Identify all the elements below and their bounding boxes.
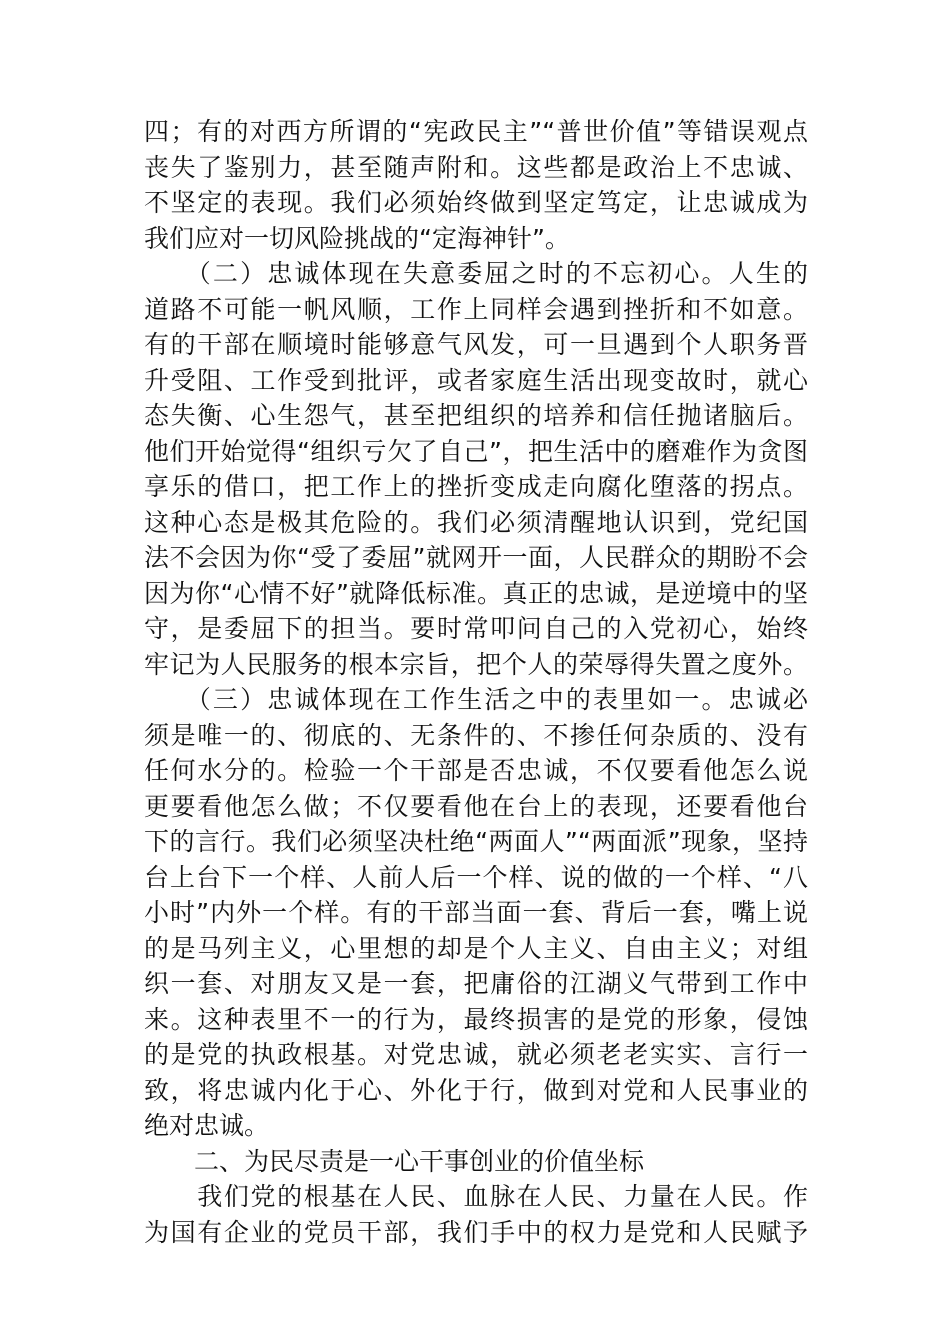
text-line: 来。这种表里不一的行为，最终损害的是党的形象，侵蚀 [144,1004,808,1034]
text-line: 我们党的根基在人民、血脉在人民、力量在人民。作 [144,1182,808,1211]
text-line: 升受阻、工作受到批评，或者家庭生活出现变故时，就心 [144,365,808,395]
text-line: 绝对忠诚。 [144,1111,270,1140]
text-line: 守，是委屈下的担当。要时常叩问自己的入党初心，始终 [144,614,808,643]
text-line: 有的干部在顺境时能够意气风发，可一旦遇到个人职务晋 [144,330,808,359]
text-line: 的是马列主义，心里想的却是个人主义、自由主义；对组 [144,933,808,963]
text-line: 态失衡、心生怨气，甚至把组织的培养和信任抛诸脑后。 [144,401,808,430]
text-line: 这种心态是极其危险的。我们必须清醒地认识到，党纪国 [144,507,808,537]
text-line: 更要看他怎么做；不仅要看他在台上的表现，还要看他台 [144,791,808,821]
text-line: 小时”内外一个样。有的干部当面一套、背后一套，嘴上说 [144,898,808,927]
text-line: （三）忠诚体现在工作生活之中的表里如一。忠诚必 [144,685,808,714]
text-line: 丧失了鉴别力，甚至随声附和。这些都是政治上不忠诚、 [144,152,808,182]
text-line: 下的言行。我们必须坚决杜绝“两面人”“两面派”现象，坚持 [144,827,808,856]
text-line: 道路不可能一帆风顺，工作上同样会遇到挫折和不如意。 [144,294,808,324]
text-line: 须是唯一的、彻底的、无条件的、不掺任何杂质的、没有 [144,720,808,750]
text-line: 任何水分的。检验一个干部是否忠诚，不仅要看他怎么说 [144,756,808,785]
text-line: 的是党的执政根基。对党忠诚，就必须老老实实、言行一 [144,1040,808,1069]
text-line: 为国有企业的党员干部，我们手中的权力是党和人民赋予 [144,1217,808,1247]
text-line: 因为你“心情不好”就降低标准。真正的忠诚，是逆境中的坚 [144,578,808,608]
section-heading: 二、为民尽责是一心干事创业的价值坐标 [144,1146,645,1176]
text-line: 我们应对一切风险挑战的“定海神针”。 [144,223,570,253]
text-line: 享乐的借口，把工作上的挫折变成走向腐化堕落的拐点。 [144,472,808,501]
text-line: 致，将忠诚内化于心、外化于行，做到对党和人民事业的 [144,1075,808,1105]
text-line: （二）忠诚体现在失意委屈之时的不忘初心。人生的 [144,259,808,288]
text-line: 法不会因为你“受了委屈”就网开一面，人民群众的期盼不会 [144,543,808,572]
body-text [144,114,808,1250]
text-line: 不坚定的表现。我们必须始终做到坚定笃定，让忠诚成为 [144,188,808,217]
text-line: 牢记为人民服务的根本宗旨，把个人的荣辱得失置之度外。 [144,649,808,679]
text-line: 台上台下一个样、人前人后一个样、说的做的一个样、“八 [144,862,808,892]
text-line: 他们开始觉得“组织亏欠了自己”，把生活中的磨难作为贪图 [144,436,808,466]
text-line: 四；有的对西方所谓的“宪政民主”“普世价值”等错误观点 [144,117,808,146]
text-line: 织一套、对朋友又是一套，把庸俗的江湖义气带到工作中 [144,969,808,998]
